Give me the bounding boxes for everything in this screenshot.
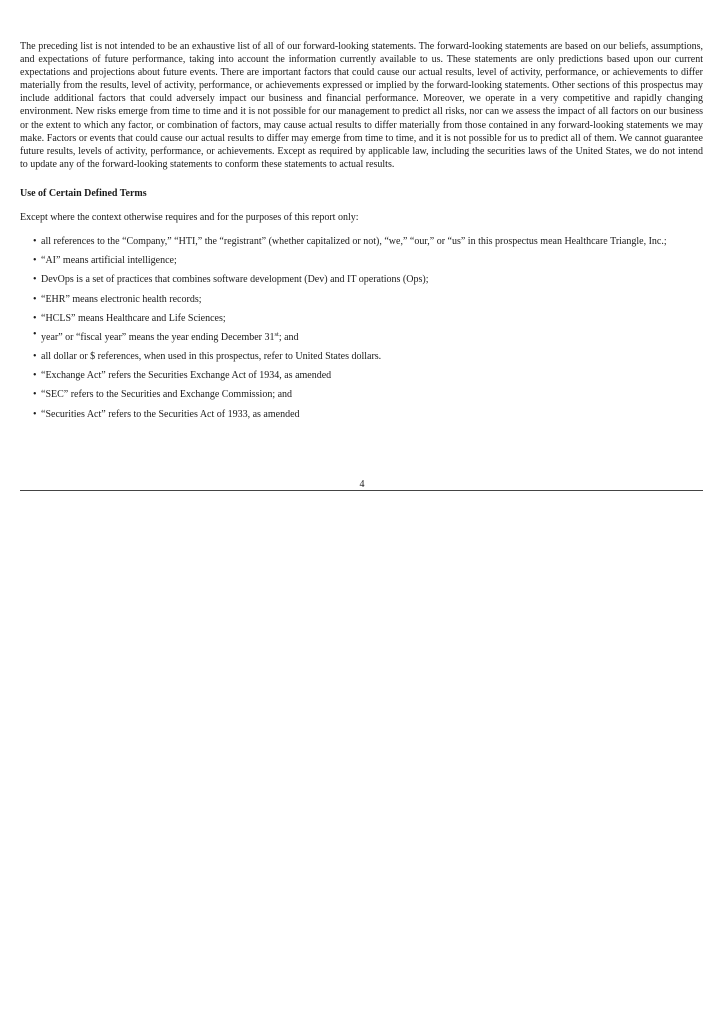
term-text: DevOps is a set of practices that combines software development (Dev) and IT operations (Ops); xyxy=(41,274,429,286)
section-heading: Use of Certain Defined Terms xyxy=(20,187,147,199)
bullet-icon: • xyxy=(33,293,37,305)
term-text-after: ; and xyxy=(278,331,299,343)
bullet-icon: • xyxy=(33,274,37,286)
term-text: all references to the “Company,” “HTI,” the “registrant” (whether capitalized or not), “we,” “our,” or “us” in this prospectus mean Healthcare Triangle, Inc.; xyxy=(41,235,667,247)
term-text: “HCLS” means Healthcare and Life Sciences; xyxy=(41,312,226,324)
section-intro: Except where the context otherwise requires and for the purposes of this report only: xyxy=(20,211,359,223)
bullet-icon: • xyxy=(33,408,37,420)
forward-looking-paragraph: The preceding list is not intended to be an exhaustive list of all of our forward-looking statements. The forward-looking statements are based on our beliefs, assumptions, and expectations of future performance, taking into account the information currently available to us. These statements are only predictions based upon our current expectations and projections about future events. There are important factors that could cause our actual results, level of activity, performance, or achievements to differ materially from the results, level of activity, performance, or achievements expressed or implied by the forward-looking statements. Other sections of this prospectus may include additional factors that could adversely impact our business and financial performance. Moreover, we operate in a very competitive and rapidly changing environment. New risks emerge from time to time and it is not possible for our management to predict all risks, nor can we assess the impact of all factors on our business or the extent to which any factor, or combination of factors, may cause actual results to differ materially from those contained in any forward-looking statements we may make. Factors or events that could cause our actual results to differ may emerge from time to time, and it is not possible for us to predict all of them. We cannot guarantee future results, levels of activity, performance, or achievements. Except as required by applicable law, including the securities laws of the United States, we do not intend to update any of the forward-looking statements to conform these statements to actual results. xyxy=(20,41,703,170)
list-item xyxy=(20,369,703,382)
bullet-icon: • xyxy=(33,351,37,363)
document-page xyxy=(20,40,703,427)
term-text-before: year” or “fiscal year” means the year ending December 31 xyxy=(41,331,275,343)
bullet-icon: • xyxy=(33,328,37,340)
term-text xyxy=(41,332,299,343)
list-item xyxy=(20,328,703,344)
term-text: “AI” means artificial intelligence; xyxy=(41,255,177,267)
list-item xyxy=(20,235,703,248)
term-text: “Securities Act” refers to the Securities Act of 1933, as amended xyxy=(41,408,300,420)
term-text: “EHR” means electronic health records; xyxy=(41,293,202,305)
list-item xyxy=(20,388,703,401)
page-number: 4 xyxy=(359,479,365,490)
term-text: all dollar or $ references, when used in this prospectus, refer to United States dollars. xyxy=(41,351,382,363)
defined-terms-list xyxy=(20,235,703,421)
bullet-icon: • xyxy=(33,235,37,247)
footer-divider xyxy=(20,490,703,491)
list-item xyxy=(20,408,703,421)
list-item xyxy=(20,312,703,325)
list-item xyxy=(20,293,703,306)
bullet-icon: • xyxy=(33,255,37,267)
bullet-icon: • xyxy=(33,389,37,401)
list-item xyxy=(20,254,703,267)
ordinal-superscript: st xyxy=(274,330,279,338)
bullet-icon: • xyxy=(33,312,37,324)
list-item xyxy=(20,350,703,363)
bullet-icon: • xyxy=(33,370,37,382)
list-item xyxy=(20,273,703,286)
term-text: “Exchange Act” refers the Securities Exchange Act of 1934, as amended xyxy=(41,370,332,382)
term-text: “SEC” refers to the Securities and Exchange Commission; and xyxy=(41,389,293,401)
